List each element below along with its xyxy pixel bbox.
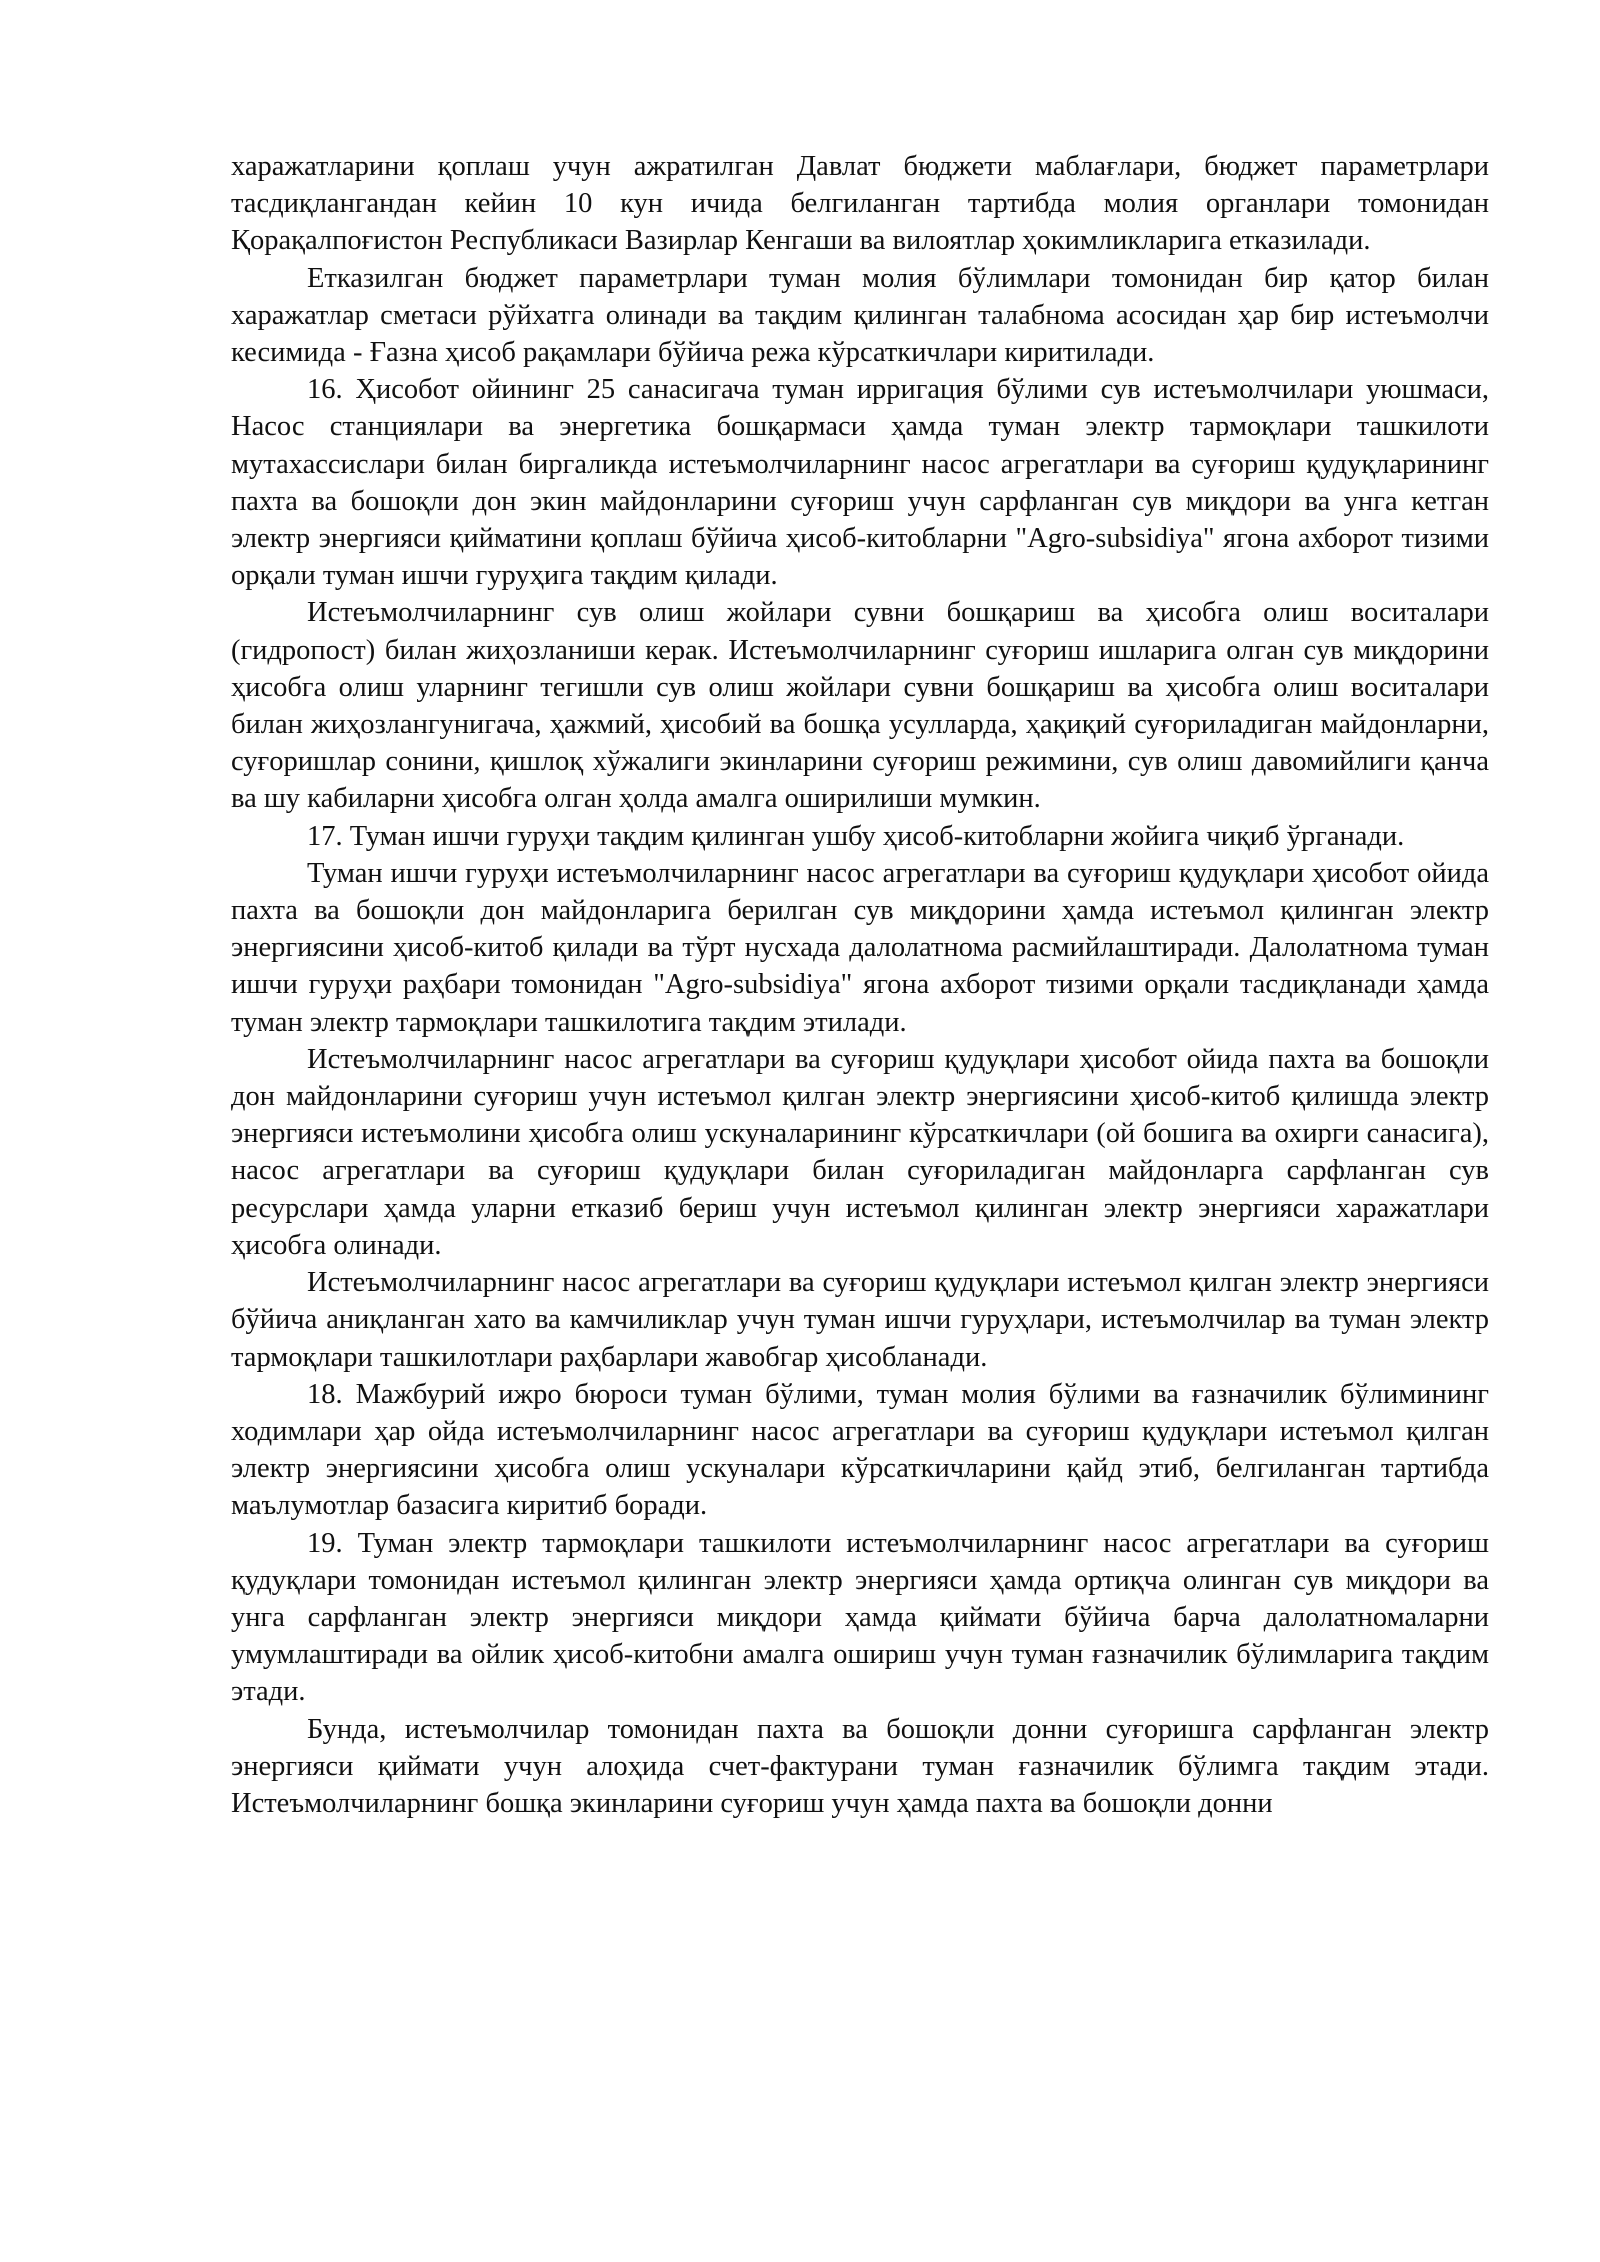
paragraph-3: 16. Ҳисобот ойининг 25 санасигача туман ирригация бўлими сув истеъмолчилари уюшмаси, Насос станциялари ва энергетика бошқармаси ҳамда туман электр тармоқлари ташкилоти мутахассислари билан биргаликда истеъмолчиларнинг насос агрегатлари ва суғориш қудуқларининг пахта ва бошоқли дон экин майдонларини суғориш учун сарфланган сув миқдори ва унга кетган электр энергияси қийматини қоплаш бўйича ҳисоб-китобларни "Agro-subsidiya" ягона ахборот тизими орқали туман ишчи гуруҳига тақдим қилади. — [231, 374, 1489, 592]
paragraph-5: 17. Туман ишчи гуруҳи тақдим қилинган ушбу ҳисоб-китобларни жойига чиқиб ўрганади. — [307, 820, 1405, 852]
paragraph-4: Истеъмолчиларнинг сув олиш жойлари сувни бошқариш ва ҳисобга олиш воситалари (гидропост) билан жиҳозланиши керак. Истеъмолчиларнинг суғориш ишларига олган сув миқдорини ҳисобга олиш уларнинг тегишли сув олиш жойлари сувни бошқариш ва ҳисобга олиш воситалари билан жиҳозлангунигача, ҳажмий, ҳисобий ва бошқа усулларда, ҳақиқий суғориладиган майдонларни, суғоришлар сонини, қишлоқ хўжалиги экинларини суғориш режимини, сув олиш давомийлиги қанча ва шу кабиларни ҳисобга олган ҳолда амалга оширилиши мумкин. — [231, 597, 1489, 815]
paragraph-10: 19. Туман электр тармоқлари ташкилоти истеъмолчиларнинг насос агрегатлари ва суғориш қудуқлари томонидан истеъмол қилинган электр энергияси ҳамда ортиқча олинган сув миқдори ва унга сарфланган электр энергияси миқдори ҳамда қиймати бўйича барча далолатномаларни умумлаштиради ва ойлик ҳисоб-китобни амалга ошириш учун туман ғазначилик бўлимларига тақдим этади. — [231, 1527, 1489, 1708]
paragraph-7: Истеъмолчиларнинг насос агрегатлари ва суғориш қудуқлари ҳисобот ойида пахта ва бошоқли дон майдонларини суғориш учун истеъмол қилган электр энергиясини ҳисоб-китоб қилишда электр энергияси истеъмолини ҳисобга олиш ускуналарининг кўрсаткичлари (ой бошига ва охирги санасига), насос агрегатлари ва суғориш қудуқлари билан суғориладиган майдонларга сарфланган сув ресурслари ҳамда уларни етказиб бериш учун истеъмол қилинган электр энергияси харажатлари ҳисобга олинади. — [231, 1043, 1489, 1261]
document-page — [231, 148, 1489, 1822]
paragraph-9: 18. Мажбурий ижро бюроси туман бўлими, туман молия бўлими ва ғазначилик бўлимининг ходимлари ҳар ойда истеъмолчиларнинг насос агрегатлари ва суғориш қудуқлари истеъмол қилган электр энергиясини ҳисобга олиш ускуналари кўрсаткичларини қайд этиб, белгиланган тартибда маълумотлар базасига киритиб боради. — [231, 1378, 1489, 1522]
paragraph-8: Истеъмолчиларнинг насос агрегатлари ва суғориш қудуқлари истеъмол қилган электр энергияси бўйича аниқланган хато ва камчиликлар учун туман ишчи гуруҳлари, истеъмолчилар ва туман электр тармоқлари ташкилотлари раҳбарлари жавобгар ҳисобланади. — [231, 1267, 1489, 1373]
paragraph-2: Етказилган бюджет параметрлари туман молия бўлимлари томонидан бир қатор билан харажатлар сметаси рўйхатга олинади ва тақдим қилинган талабнома асосидан ҳар бир истеъмолчи кесимида - Ғазна ҳисоб рақамлари бўйича режа кўрсаткичлари киритилади. — [231, 262, 1489, 369]
paragraph-11: Бунда, истеъмолчилар томонидан пахта ва бошоқли донни суғоришга сарфланган электр энергияси қиймати учун алоҳида счет-фактурани туман ғазначилик бўлимга тақдим этади. Истеъмолчиларнинг бошқа экинларини суғориш учун ҳамда пахта ва бошоқли донни — [231, 1713, 1489, 1819]
paragraph-1: харажатларини қоплаш учун ажратилган Давлат бюджети маблағлари, бюджет параметрлари тасдиқлангандан кейин 10 кун ичида белгиланган тартибда молия органлари томонидан Қорақалпоғистон Республикаси Вазирлар Кенгаши ва вилоятлар ҳокимликларига етказилади. — [231, 151, 1489, 257]
paragraph-6: Туман ишчи гуруҳи истеъмолчиларнинг насос агрегатлари ва суғориш қудуқлари ҳисобот ойида пахта ва бошоқли дон майдонларига берилган сув миқдорини ҳамда истеъмол қилинган электр энергиясини ҳисоб-китоб қилади ва тўрт нусхада далолатнома расмийлаштиради. Далолатнома туман ишчи гуруҳи раҳбари томонидан "Agro-subsidiya" ягона ахборот тизими орқали тасдиқланади ҳамда туман электр тармоқлари ташкилотига тақдим этилади. — [231, 857, 1489, 1038]
